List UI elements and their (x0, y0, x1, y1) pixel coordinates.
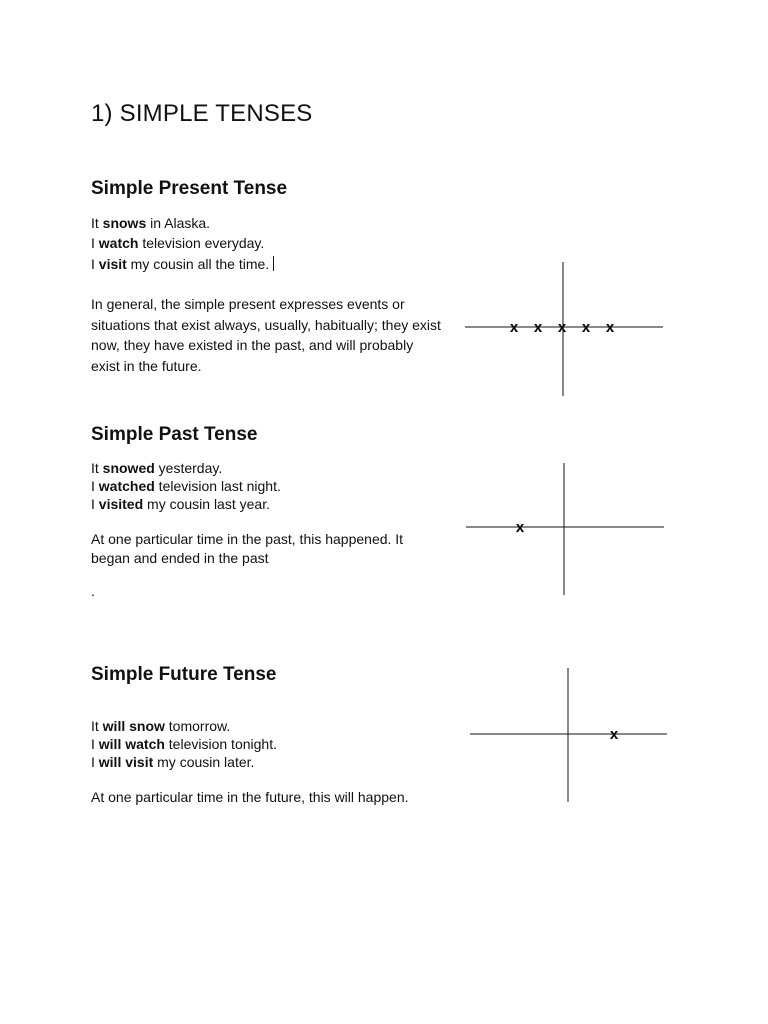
trailing-period: . (91, 583, 95, 599)
timeline-diagram-present (465, 262, 665, 396)
timeline-mark: x (533, 319, 543, 336)
section-heading-simple-past: Simple Past Tense (91, 424, 258, 445)
timeline-diagram-future (470, 668, 670, 802)
explanation-paragraph: At one particular time in the past, this happened. It began and ended in the past (91, 531, 404, 566)
example-post: my cousin later. (153, 754, 255, 770)
example-pre: I (91, 754, 99, 770)
example-sentence (91, 495, 270, 513)
example-pre: It (91, 718, 103, 734)
example-sentence (91, 234, 264, 252)
timeline-diagram-past (466, 463, 666, 595)
text-cursor (273, 256, 274, 271)
example-pre: I (91, 478, 99, 494)
example-post: my cousin last year. (143, 496, 270, 512)
example-verb: visited (98, 496, 144, 512)
example-pre: It (91, 460, 103, 476)
example-post: yesterday. (154, 460, 223, 476)
section-heading-simple-present: Simple Present Tense (91, 178, 288, 199)
example-verb: snows (102, 215, 147, 231)
timeline-mark: x (609, 726, 619, 743)
example-post: in Alaska. (146, 215, 211, 231)
timeline-mark: x (515, 519, 525, 536)
explanation-paragraph: In general, the simple present expresses events or situations that exist always, usually, habitually; they exist now, they have existed in the past, and will probably exist in the future. (91, 296, 441, 374)
example-verb: will snow (102, 718, 165, 734)
timeline-mark: x (581, 319, 591, 336)
timeline-mark: x (509, 319, 519, 336)
example-post: television tonight. (164, 736, 277, 752)
example-post: my cousin all the time. (126, 256, 270, 272)
example-verb: watch (98, 235, 139, 251)
example-sentence (91, 753, 254, 771)
example-pre: I (91, 496, 99, 512)
example-pre: It (91, 215, 103, 231)
explanation-paragraph: At one particular time in the future, this will happen. (91, 789, 409, 805)
example-post: television everyday. (138, 235, 265, 251)
example-post: television last night. (154, 478, 281, 494)
timeline-mark: x (557, 319, 567, 336)
example-pre: I (91, 235, 99, 251)
example-sentence (91, 477, 281, 495)
example-verb: watched (98, 478, 155, 494)
example-pre: I (91, 736, 99, 752)
example-verb: will visit (98, 754, 154, 770)
example-verb: snowed (102, 460, 155, 476)
example-sentence (91, 717, 230, 735)
page-title: 1) SIMPLE TENSES (91, 100, 313, 127)
example-pre: I (91, 256, 99, 272)
example-post: tomorrow. (164, 718, 231, 734)
example-sentence (91, 459, 222, 477)
example-sentence (91, 255, 274, 273)
example-sentence (91, 214, 210, 232)
example-verb: will watch (98, 736, 165, 752)
example-verb: visit (98, 256, 127, 272)
example-sentence (91, 735, 277, 753)
timeline-mark: x (605, 319, 615, 336)
section-heading-simple-future: Simple Future Tense (91, 664, 277, 685)
